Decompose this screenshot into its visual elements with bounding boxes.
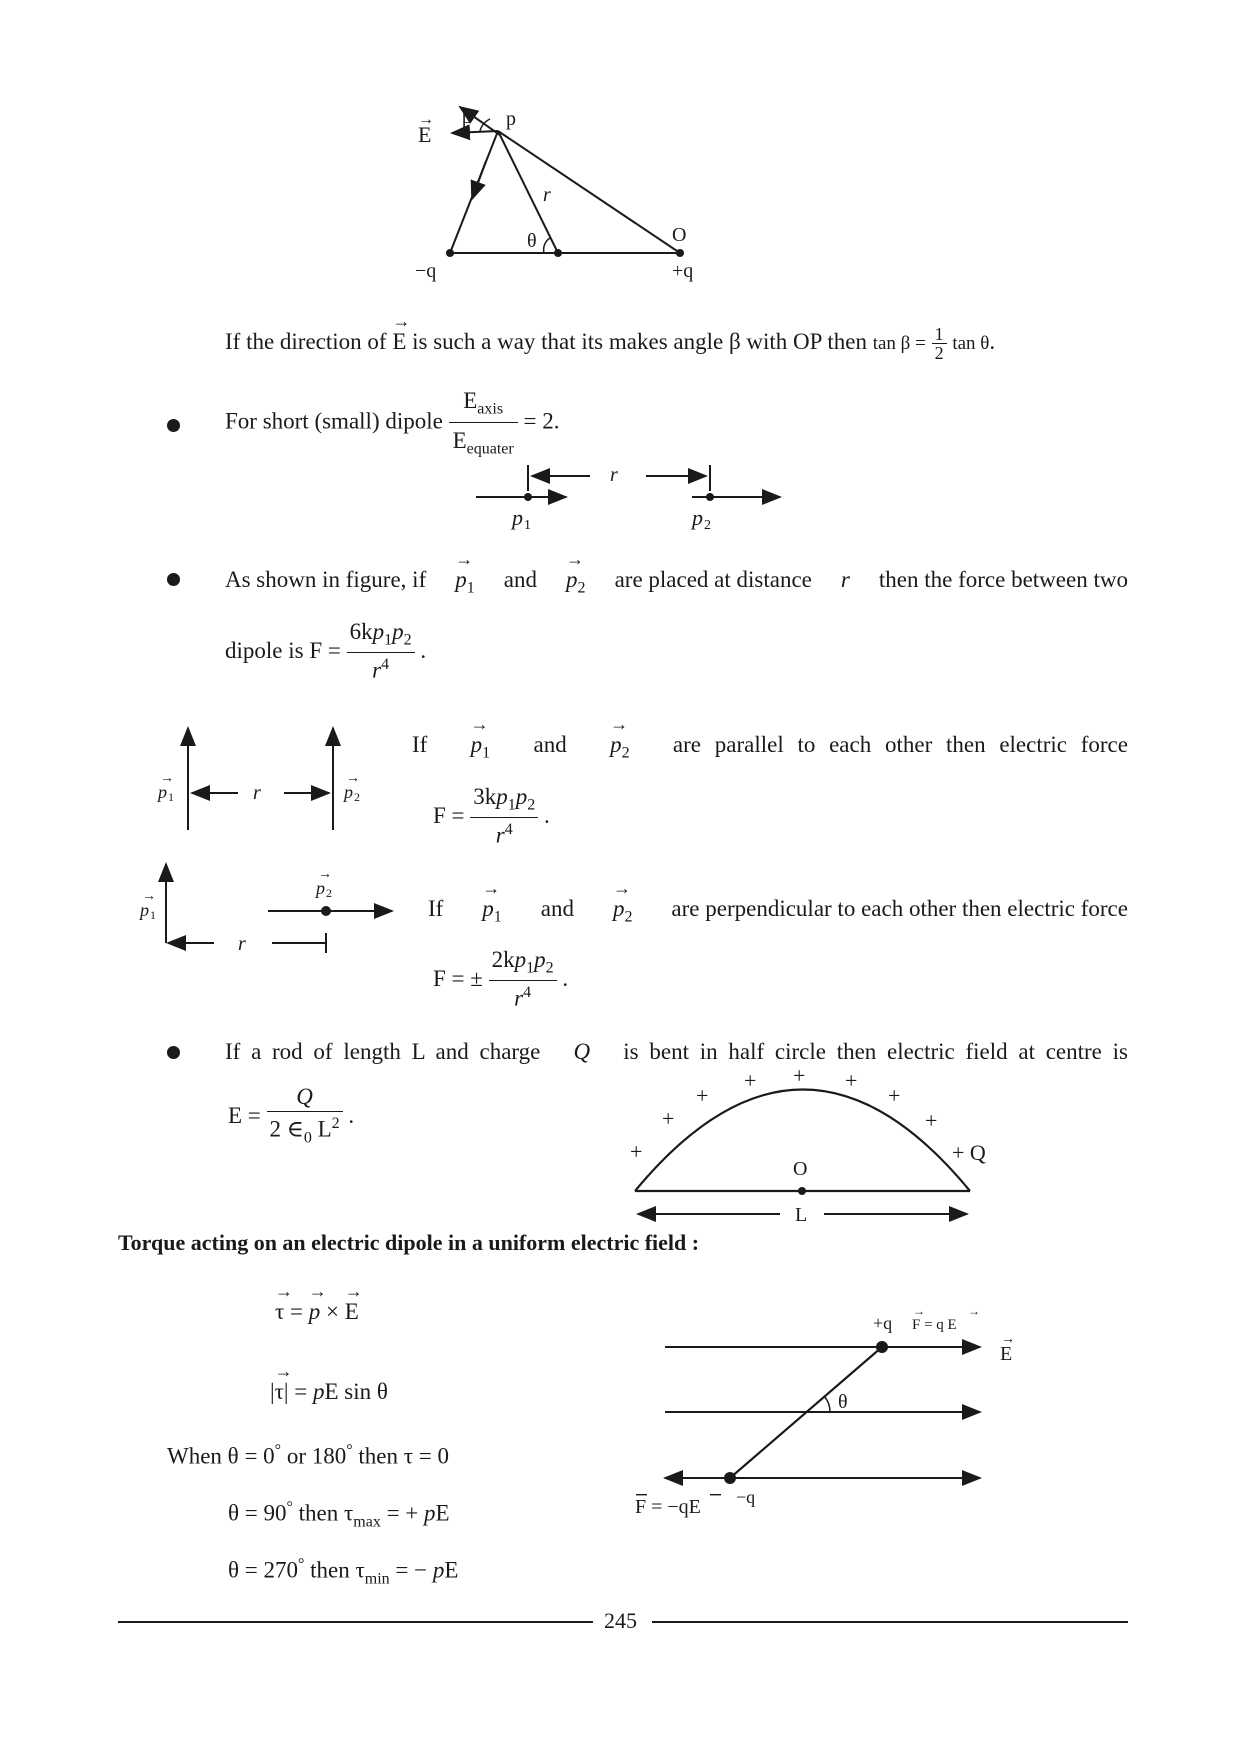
perpendicular-dipoles-figure — [130, 858, 400, 958]
svg-text:→: → — [346, 771, 360, 786]
label-E: E — [418, 122, 432, 147]
field-direction-line: If the direction of → E is such a way that its makes angle β with OP then tan β = $\frac{1}{2}$ tan θ. — [225, 325, 995, 362]
torque-case-max: θ = 90° then $\tau_{max}$ = + pE — [228, 1499, 450, 1531]
svg-text:L: L — [795, 1204, 808, 1226]
svg-text:1: 1 — [524, 518, 531, 533]
torque-vector-equation: → τ = → p × → E — [275, 1300, 359, 1323]
svg-text:E: E — [1000, 1343, 1013, 1365]
svg-text:→: → — [968, 1304, 980, 1318]
section-heading: Torque acting on an electric dipole in a uniform electric field : — [118, 1230, 700, 1255]
perpendicular-force-formula: F = ± $\frac{2kp_1p_2}{r^4}$ . — [433, 947, 569, 1011]
torque-case-min: θ = 270° then $\tau_{min}$ = − pE — [228, 1556, 459, 1588]
svg-text:p: p — [692, 505, 703, 530]
bullet-2 — [167, 573, 180, 586]
perpendicular-force-line: If → $p_1$ and → $p_2$ are perpendicular to each other then electric force — [428, 897, 1128, 926]
svg-text:O: O — [793, 1158, 808, 1180]
svg-text:2: 2 — [326, 886, 332, 900]
svg-text:1: 1 — [168, 790, 174, 804]
svg-text:2: 2 — [354, 790, 360, 804]
two-dipoles-figure — [470, 455, 790, 535]
parallel-force-line: If → $p_1$ and → $p_2$ are parallel to each other then electric force — [412, 733, 1128, 762]
label-minus-q: −q — [415, 260, 437, 282]
svg-text:2: 2 — [704, 518, 711, 533]
bullet-1 — [167, 419, 180, 432]
parallel-dipoles-figure — [150, 720, 380, 835]
parallel-force-formula: F = $\frac{3kp_1p_2}{r^4}$ . — [433, 784, 550, 848]
label-plus-q: +q — [672, 260, 694, 282]
half-circle-rod-figure — [620, 1058, 1020, 1228]
svg-text:r: r — [253, 782, 261, 804]
svg-text:+: + — [793, 1063, 806, 1088]
half-circle-line: If a rod of length L and charge Q is bent in half circle then electric field at centre is — [225, 1039, 1128, 1064]
svg-text:F = q E: F = q E — [912, 1317, 957, 1333]
short-dipole-ratio: For short (small) dipole $\frac{E_{axis}}{E_{equater}}$ = 2. — [225, 385, 559, 457]
svg-text:p: p — [158, 782, 167, 802]
label-p: p — [506, 108, 516, 130]
svg-text:+: + — [925, 1108, 938, 1133]
page-number: 245 — [604, 1608, 637, 1633]
svg-text:+q: +q — [873, 1313, 893, 1333]
torque-magnitude-equation: |→ τ| = pE sin θ — [270, 1380, 388, 1403]
svg-text:p: p — [140, 900, 149, 920]
svg-text:→: → — [142, 889, 156, 904]
label-beta: β — [462, 106, 473, 128]
svg-text:+ Q: + Q — [952, 1140, 986, 1165]
svg-text:→: → — [318, 867, 332, 882]
dipole-in-field-figure — [630, 1295, 1020, 1520]
torque-case-zero: When θ = 0° or 180° then τ = 0 — [167, 1442, 449, 1469]
svg-text:−q: −q — [736, 1487, 756, 1507]
footer-rule-right — [652, 1621, 1128, 1623]
svg-text:F = −qE: F = −qE — [635, 1496, 701, 1518]
svg-text:+: + — [630, 1139, 643, 1164]
svg-text:→: → — [418, 111, 434, 128]
svg-text:p: p — [512, 505, 523, 530]
bullet-3 — [167, 1046, 180, 1059]
svg-text:→: → — [1001, 1332, 1015, 1347]
dipole-force-formula: dipole is F = $\frac{6kp_1p_2}{r^4}$ . — [225, 619, 427, 683]
svg-text:r: r — [238, 933, 246, 955]
svg-text:r: r — [610, 464, 618, 486]
label-r: r — [543, 184, 551, 206]
svg-text:θ: θ — [838, 1391, 848, 1413]
svg-text:1: 1 — [150, 908, 156, 922]
svg-text:+: + — [696, 1083, 709, 1108]
label-O: O — [672, 224, 687, 246]
svg-text:+: + — [845, 1068, 858, 1093]
svg-text:→: → — [913, 1304, 925, 1318]
svg-text:+: + — [662, 1106, 675, 1131]
vector-E: → E — [392, 330, 406, 353]
footer-rule-left — [118, 1621, 593, 1623]
svg-text:→: → — [160, 771, 174, 786]
dipole-field-triangle-figure — [415, 95, 800, 310]
svg-text:+: + — [888, 1083, 901, 1108]
svg-text:p: p — [316, 878, 325, 898]
label-theta: θ — [527, 230, 537, 252]
dipole-force-line: As shown in figure, if → $p_1$ and → $p_2$ are placed at distance r then the force between two — [225, 568, 1128, 597]
half-circle-formula: E = $\frac{Q}{2 \in_0 L^2}$ . — [228, 1084, 355, 1147]
svg-text:+: + — [744, 1068, 757, 1093]
svg-text:p: p — [344, 782, 353, 802]
